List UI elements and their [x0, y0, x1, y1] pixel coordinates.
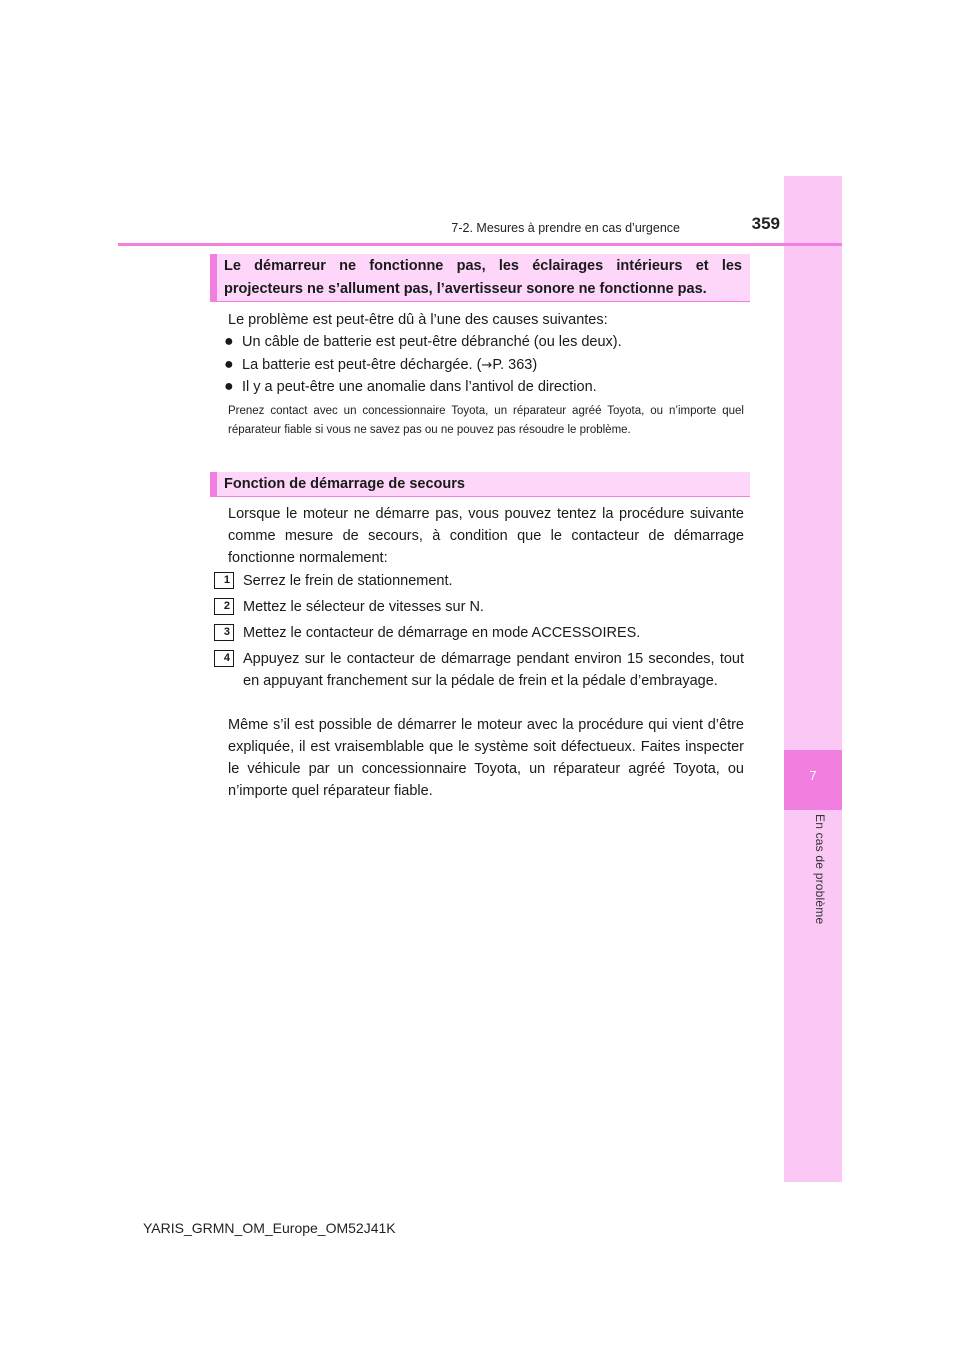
note-text: Prenez contact avec un concessionnaire Toyota, un réparateur agréé Toyota, ou n’importe quel réparateur fiable si vous ne savez pas ou ne pouvez pas résoudre le problème.: [228, 405, 744, 436]
step-item: [214, 596, 744, 618]
bullet-text: Un câble de batterie est peut-être débranché (ou les deux).: [242, 334, 622, 350]
section-heading-starter-failure: [210, 254, 750, 302]
step-number-badge: 3: [214, 624, 234, 641]
step-text: Serrez le frein de stationnement.: [243, 573, 453, 589]
document-code: YARIS_GRMN_OM_Europe_OM52J41K: [143, 1220, 396, 1236]
chapter-number: 7: [809, 768, 817, 783]
header-section-title: 7-2. Mesures à prendre en cas d’urgence: [451, 221, 680, 235]
conclusion-text: Même s’il est possible de démarrer le moteur avec la procédure qui vient d’être expliquée, il est vraisemblable que le système soit défectueux. Faites inspecter le véhicule par un concessionnaire Toyota, un réparateur agréé Toyota, ou n’importe quel réparateur fiable.: [228, 717, 744, 799]
step-text: Appuyez sur le contacteur de démarrage pendant environ 15 secondes, tout en appuyant franchement sur la pédale de frein et la pédale d’embrayage.: [243, 651, 744, 689]
header-rule: [118, 243, 842, 246]
bullet-icon: ●: [224, 333, 234, 350]
step-item: [214, 622, 744, 644]
section-intro: Le problème est peut-être dû à l’une des causes suivantes:: [228, 312, 608, 328]
step-number-badge: 2: [214, 598, 234, 615]
step-text: Mettez le sélecteur de vitesses sur N.: [243, 599, 484, 615]
section-heading-line-2: projecteurs ne s’allument pas, l’avertisseur sonore ne fonctionne pas.: [224, 281, 707, 297]
section-heading-line-1: Le démarreur ne fonctionne pas, les éclairages intérieurs et les: [224, 258, 742, 274]
section-heading-emergency-start: Fonction de démarrage de secours: [210, 472, 750, 497]
bullet-item: [224, 354, 744, 377]
bullet-item: [224, 376, 744, 398]
page-reference-link[interactable]: P. 363): [492, 357, 538, 373]
bullet-icon: ●: [224, 378, 234, 395]
bullet-text: Il y a peut-être une anomalie dans l’antivol de direction.: [242, 379, 597, 395]
step-item: [214, 570, 744, 592]
step-number-badge: 1: [214, 572, 234, 589]
chapter-title: En cas de problème: [813, 814, 827, 925]
page-reference-arrow-icon: →: [481, 358, 493, 373]
bullet-text: La batterie est peut-être déchargée. (: [242, 357, 482, 373]
step-number-badge: 4: [214, 650, 234, 667]
step-text: Mettez le contacteur de démarrage en mode ACCESSOIRES.: [243, 625, 641, 641]
bullet-item: [224, 331, 744, 353]
page-number: 359: [751, 214, 780, 233]
section-intro: Lorsque le moteur ne démarre pas, vous pouvez tentez la procédure suivante comme mesure de secours, à condition que le contacteur de démarrage fonctionne normalement:: [228, 506, 744, 566]
step-item: [214, 648, 744, 692]
chapter-side-tab: [784, 176, 842, 1182]
bullet-icon: ●: [224, 356, 234, 373]
